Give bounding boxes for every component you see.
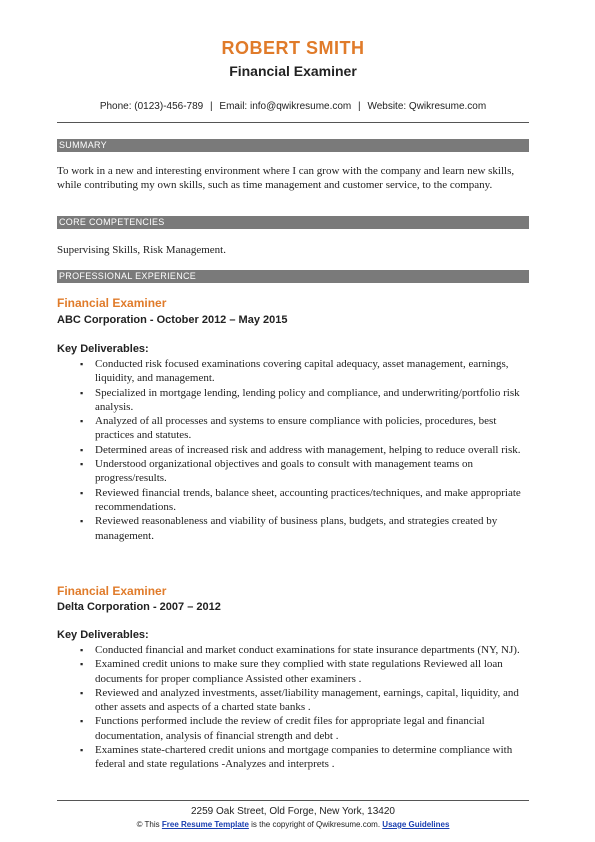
bullet-icon: ▪ xyxy=(80,645,84,655)
bullet-icon: ▪ xyxy=(80,459,84,470)
bullet-icon: ▪ xyxy=(80,444,84,455)
list-item xyxy=(57,643,529,657)
bullet-text: Determined areas of increased risk and address with management, helping to reduce overall risk. xyxy=(95,443,521,456)
competencies-heading: CORE COMPETENCIES xyxy=(57,216,529,229)
footer-address: 2259 Oak Street, Old Forge, New York, 13420 xyxy=(190,806,395,817)
deliverables-label: Key Deliverables: xyxy=(57,629,149,641)
list-item xyxy=(57,457,529,486)
bullet-text: Conducted risk focused examinations covering capital adequacy, asset management, earnings, liquidity, and management. xyxy=(95,358,509,385)
header-divider xyxy=(57,122,529,123)
list-item xyxy=(57,486,529,515)
experience-heading: PROFESSIONAL EXPERIENCE xyxy=(57,270,529,283)
copyright-middle: is the copyright of Qwikresume.com. xyxy=(251,820,381,829)
job-title: Financial Examiner xyxy=(57,296,167,310)
bullet-icon: ▪ xyxy=(80,716,84,727)
list-item xyxy=(57,686,529,715)
bullet-icon: ▪ xyxy=(80,416,84,427)
bullet-icon: ▪ xyxy=(80,516,84,527)
bullet-text: Understood organizational objectives and goals to consult with management teams on progress/results. xyxy=(95,458,473,485)
bullet-text: Reviewed financial trends, balance sheet, accounting practices/techniques, and make appropriate recommendations. xyxy=(95,486,521,513)
list-item xyxy=(57,743,529,772)
copyright-prefix: © This xyxy=(136,820,160,829)
contact-website: Website: Qwikresume.com xyxy=(367,101,487,112)
bullet-icon: ▪ xyxy=(80,387,84,398)
list-item xyxy=(57,657,529,686)
bullet-icon: ▪ xyxy=(80,487,84,498)
usage-guidelines-link[interactable]: Usage Guidelines xyxy=(382,820,450,829)
bullet-text: Examines state-chartered credit unions and mortgage companies to determine compliance with federal and state regulations -Analyzes and interprets . xyxy=(95,744,513,771)
list-item xyxy=(57,714,529,743)
list-item xyxy=(57,357,529,386)
list-item xyxy=(57,414,529,443)
contact-phone: Phone: (0123)-456-789 xyxy=(99,101,204,112)
contact-line xyxy=(57,101,529,112)
bullet-icon: ▪ xyxy=(80,745,84,756)
job-company: Delta Corporation - 2007 – 2012 xyxy=(57,601,221,613)
footer-copyright xyxy=(57,820,529,829)
footer-divider xyxy=(57,800,529,801)
bullet-text: Analyzed of all processes and systems to ensure compliance with policies, procedures, best practices and statutes. xyxy=(95,415,497,442)
deliverables-list xyxy=(57,643,529,772)
bullet-text: Conducted financial and market conduct examinations for state insurance departments (NY, NJ). xyxy=(95,644,520,656)
summary-heading: SUMMARY xyxy=(57,139,529,152)
bullet-text: Examined credit unions to make sure they complied with state regulations Reviewed all loan documents for proper compliance Assisted other examiners . xyxy=(95,658,503,685)
competencies-text: Supervising Skills, Risk Management. xyxy=(57,244,226,256)
free-resume-template-link[interactable]: Free Resume Template xyxy=(161,820,249,829)
contact-separator: | xyxy=(210,101,213,112)
bullet-icon: ▪ xyxy=(80,687,84,698)
deliverables-label: Key Deliverables: xyxy=(57,343,149,355)
deliverables-list xyxy=(57,357,529,543)
summary-text: To work in a new and interesting environment where I can grow with the company and learn new skills, while contributing my own skills, such as time management and customer service, to the company. xyxy=(57,165,515,191)
bullet-text: Specialized in mortgage lending, lending policy and compliance, and underwriting/portfolio risk analysis. xyxy=(95,386,520,413)
job-title: Financial Examiner xyxy=(57,584,167,598)
bullet-text: Reviewed and analyzed investments, asset/liability management, earnings, capital, liquidity, and other assets and aspects of a charted state banks . xyxy=(95,686,519,714)
list-item xyxy=(57,514,529,543)
bullet-icon: ▪ xyxy=(80,659,84,670)
bullet-icon: ▪ xyxy=(80,359,84,369)
list-item xyxy=(57,443,529,457)
candidate-title: Financial Examiner xyxy=(229,63,357,79)
list-item xyxy=(57,386,529,415)
contact-separator: | xyxy=(358,101,361,112)
bullet-text: Reviewed reasonableness and viability of business plans, budgets, and strategies created by management. xyxy=(95,515,498,542)
job-company: ABC Corporation - October 2012 – May 2015 xyxy=(57,314,288,326)
contact-email: Email: info@qwikresume.com xyxy=(219,101,352,112)
candidate-name: ROBERT SMITH xyxy=(221,38,365,58)
bullet-text: Functions performed include the review of credit files for appropriate legal and financial documentation, analysis of financial strength and debt . xyxy=(95,715,485,742)
